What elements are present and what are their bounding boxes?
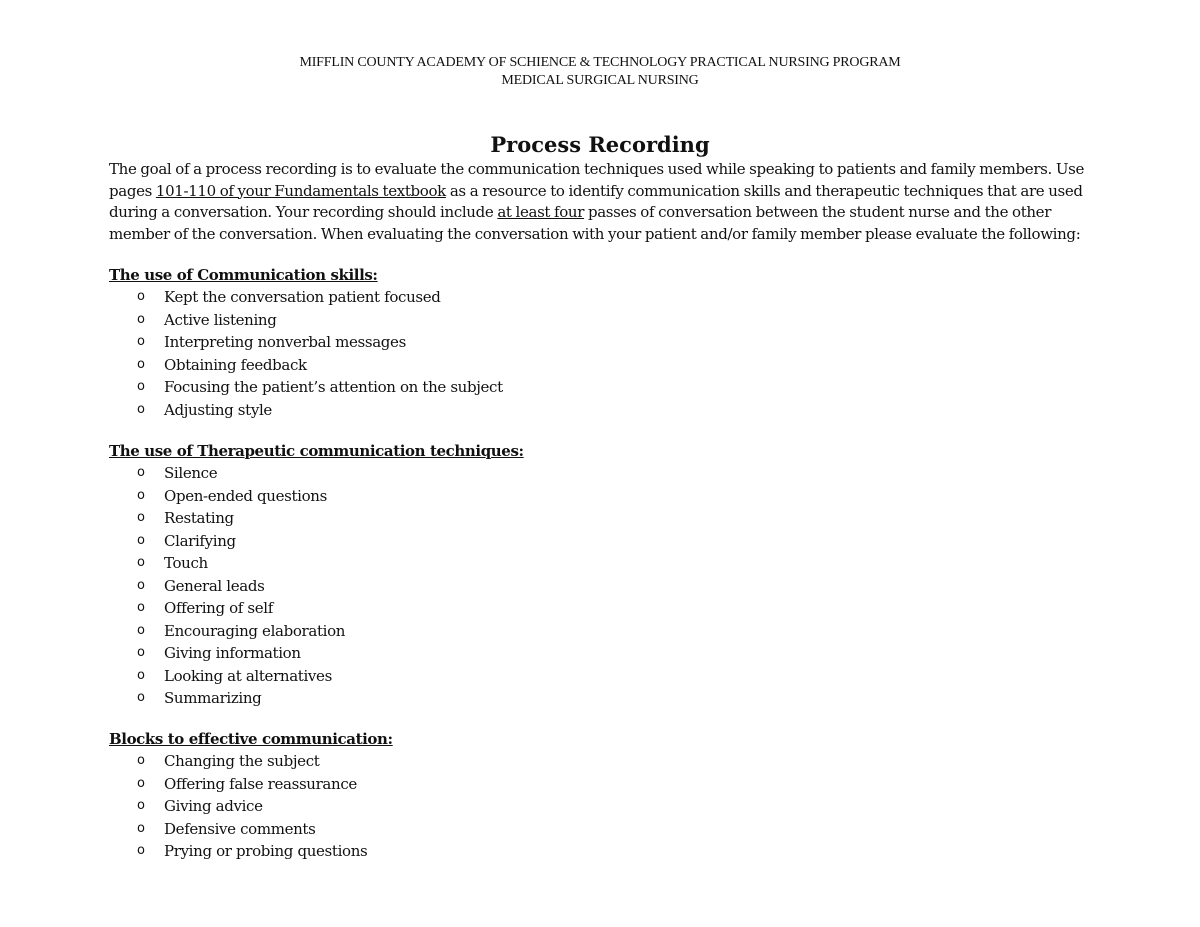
header-line-course: MEDICAL SURGICAL NURSING bbox=[501, 73, 699, 88]
bullet-circle-icon: o bbox=[137, 356, 145, 372]
list-item-text: Restating bbox=[164, 509, 234, 527]
list-item-text: Open-ended questions bbox=[164, 486, 327, 505]
section-communication-skills bbox=[109, 264, 503, 421]
section-heading: The use of Therapeutic communication techniques: bbox=[109, 442, 524, 460]
list-item bbox=[109, 597, 524, 620]
document-title: Process Recording bbox=[490, 132, 710, 157]
list-item-text: Clarifying bbox=[164, 531, 236, 550]
list-item-text: Encouraging elaboration bbox=[164, 621, 346, 640]
list-item-text: Kept the conversation patient focused bbox=[164, 288, 441, 306]
list-item-text: Giving advice bbox=[164, 797, 263, 815]
list-item bbox=[109, 818, 393, 841]
list-item bbox=[109, 309, 378, 332]
list-item-text: Looking at alternatives bbox=[164, 666, 332, 685]
bullet-list bbox=[109, 750, 393, 863]
list-item bbox=[109, 750, 393, 773]
bullet-circle-icon: o bbox=[137, 775, 145, 791]
bullet-circle-icon: o bbox=[137, 379, 145, 394]
bullet-circle-icon: o bbox=[137, 510, 145, 525]
bullet-circle-icon: o bbox=[137, 820, 145, 836]
bullet-circle-icon: o bbox=[137, 843, 145, 858]
list-item bbox=[109, 840, 393, 863]
list-item bbox=[109, 687, 524, 710]
list-item-text: Defensive comments bbox=[164, 819, 316, 838]
bullet-circle-icon: o bbox=[137, 555, 145, 570]
bullet-circle-icon: o bbox=[137, 667, 145, 683]
list-item-text: Adjusting style bbox=[164, 400, 272, 419]
intro-line-2-start: pages bbox=[109, 181, 156, 200]
list-item bbox=[109, 642, 524, 665]
list-item bbox=[109, 462, 524, 485]
list-item-text: Offering false reassurance bbox=[164, 774, 357, 793]
bullet-circle-icon: o bbox=[137, 401, 145, 417]
bullet-list bbox=[109, 462, 524, 710]
bullet-circle-icon: o bbox=[137, 690, 145, 705]
list-item bbox=[109, 485, 524, 508]
bullet-circle-icon: o bbox=[137, 645, 145, 660]
intro-line-3-start: during a conversation. Your recording should include bbox=[109, 203, 498, 221]
list-item bbox=[109, 795, 393, 818]
list-item bbox=[109, 507, 524, 530]
bullet-circle-icon: o bbox=[137, 311, 145, 327]
list-item-text: Changing the subject bbox=[164, 752, 320, 770]
list-item-text: Focusing the patient’s attention on the subject bbox=[164, 378, 503, 396]
bullet-circle-icon: o bbox=[137, 798, 145, 813]
intro-line-4: member of the conversation. When evaluating the conversation with your patient and/or family member please evaluate the following: bbox=[109, 224, 1081, 243]
list-item bbox=[109, 286, 441, 309]
bullet-circle-icon: o bbox=[137, 289, 145, 304]
bullet-circle-icon: o bbox=[137, 600, 145, 615]
list-item-text: Summarizing bbox=[164, 689, 262, 707]
section-therapeutic-techniques bbox=[109, 440, 524, 710]
list-item-text: Interpreting nonverbal messages bbox=[164, 333, 406, 351]
intro-line-2-end: as a resource to identify communication skills and therapeutic techniques that are used bbox=[445, 181, 1083, 200]
header-line-program: MIFFLIN COUNTY ACADEMY OF SCHIENCE & TECHNOLOGY PRACTICAL NURSING PROGRAM bbox=[299, 55, 901, 70]
list-item-text: Giving information bbox=[164, 644, 301, 662]
list-item-text: Touch bbox=[164, 554, 208, 572]
textbook-pages-reference: 101-110 of your Fundamentals textbook bbox=[155, 181, 446, 200]
intro-line-3-end: passes of conversation between the student nurse and the other bbox=[584, 203, 1052, 221]
list-item bbox=[109, 552, 524, 575]
list-item bbox=[109, 530, 524, 553]
section-heading: The use of Communication skills: bbox=[109, 266, 378, 284]
bullet-circle-icon: o bbox=[137, 532, 145, 548]
bullet-circle-icon: o bbox=[137, 753, 145, 768]
document-header bbox=[0, 54, 1200, 90]
list-item-text: General leads bbox=[164, 576, 265, 595]
list-item bbox=[109, 773, 393, 796]
list-item bbox=[109, 331, 406, 354]
list-item-text: Obtaining feedback bbox=[164, 355, 307, 374]
list-item-text: Offering of self bbox=[164, 599, 273, 617]
bullet-circle-icon: o bbox=[137, 465, 145, 480]
bullet-circle-icon: o bbox=[137, 622, 145, 638]
bullet-list bbox=[109, 286, 503, 421]
list-item bbox=[109, 665, 524, 688]
intro-paragraph bbox=[109, 159, 1109, 245]
list-item bbox=[109, 575, 524, 598]
intro-line-3 bbox=[109, 202, 1109, 224]
bullet-circle-icon: o bbox=[137, 334, 145, 349]
at-least-four-emphasis: at least four bbox=[497, 203, 585, 221]
bullet-circle-icon: o bbox=[137, 487, 145, 503]
section-heading: Blocks to effective communication: bbox=[109, 730, 393, 748]
list-item bbox=[109, 620, 524, 643]
list-item-text: Prying or probing questions bbox=[164, 842, 368, 860]
intro-line-2 bbox=[109, 181, 1109, 203]
bullet-circle-icon: o bbox=[137, 577, 145, 593]
intro-line-1: The goal of a process recording is to evaluate the communication techniques used while speaking to patients and family members. Use bbox=[109, 160, 1084, 178]
section-communication-blocks bbox=[109, 728, 393, 863]
list-item-text: Active listening bbox=[164, 310, 277, 329]
list-item-text: Silence bbox=[164, 464, 218, 482]
list-item bbox=[109, 376, 503, 399]
list-item bbox=[109, 399, 378, 422]
list-item bbox=[109, 354, 378, 377]
